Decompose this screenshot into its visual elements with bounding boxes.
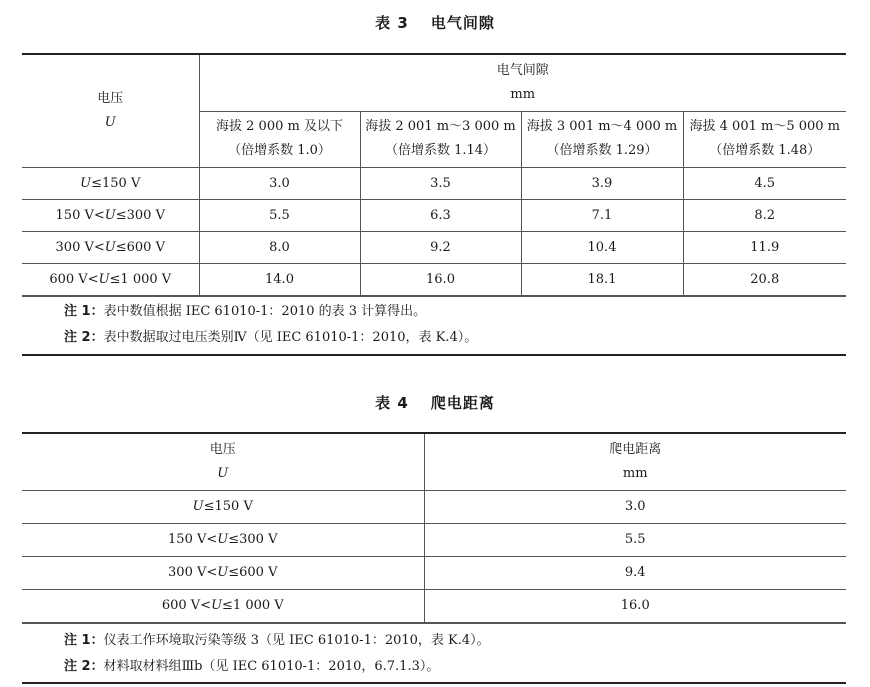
table3-col-header: 海拔 2 000 m 及以下 （倍增系数 1.0） [199, 111, 360, 167]
value-cell: 5.5 [199, 199, 360, 231]
table3-notes [22, 296, 846, 354]
table-row [22, 490, 846, 523]
value-cell: 16.0 [424, 589, 846, 622]
table3-col-header: 海拔 3 001 m～4 000 m （倍增系数 1.29） [521, 111, 683, 167]
table4-caption [0, 392, 870, 413]
value-cell: 11.9 [683, 231, 846, 263]
table3-number: 表 3 [375, 14, 409, 32]
table4-note-2: 注 2：材料取材料组Ⅲb（见 IEC 61010-1：2010，6.7.1.3）。 [64, 658, 440, 674]
table-row [22, 199, 846, 231]
table3-caption [0, 12, 870, 33]
value-cell: 3.0 [424, 490, 846, 523]
value-cell: 7.1 [521, 199, 683, 231]
value-cell: 6.3 [360, 199, 521, 231]
table3-group-header: 电气间隙 mm [199, 55, 846, 111]
voltage-range: U≤150 V [22, 490, 424, 523]
value-cell: 9.2 [360, 231, 521, 263]
value-cell: 16.0 [360, 263, 521, 295]
value-cell: 8.0 [199, 231, 360, 263]
voltage-range: 600 V<U≤1 000 V [22, 589, 424, 622]
value-cell: 14.0 [199, 263, 360, 295]
table3-col-header: 海拔 4 001 m～5 000 m （倍增系数 1.48） [683, 111, 846, 167]
value-cell: 4.5 [683, 167, 846, 199]
value-cell: 18.1 [521, 263, 683, 295]
voltage-range: 600 V<U≤1 000 V [22, 263, 199, 295]
table4-title: 爬电距离 [430, 394, 495, 412]
table3-note-1: 注 1：表中数值根据 IEC 61010-1：2010 的表 3 计算得出。 [64, 303, 427, 319]
voltage-range: 150 V<U≤300 V [22, 523, 424, 556]
voltage-range: 300 V<U≤600 V [22, 231, 199, 263]
value-cell: 8.2 [683, 199, 846, 231]
table-row [22, 263, 846, 295]
table4-number: 表 4 [375, 394, 409, 412]
table-row [22, 231, 846, 263]
voltage-symbol: U [104, 114, 116, 130]
table4-note-1: 注 1：仪表工作环境取污染等级 3（见 IEC 61010-1：2010，表 K.4）。 [64, 632, 490, 648]
table3 [22, 53, 846, 356]
table-row [22, 589, 846, 622]
table4 [22, 432, 846, 684]
table-row [22, 167, 846, 199]
voltage-range: 300 V<U≤600 V [22, 556, 424, 589]
table3-title: 电气间隙 [430, 14, 495, 32]
voltage-range: U≤150 V [22, 167, 199, 199]
value-cell: 3.0 [199, 167, 360, 199]
value-cell: 9.4 [424, 556, 846, 589]
value-cell: 5.5 [424, 523, 846, 556]
value-cell: 3.5 [360, 167, 521, 199]
table-row [22, 523, 846, 556]
value-cell: 10.4 [521, 231, 683, 263]
value-cell: 20.8 [683, 263, 846, 295]
table3-voltage-header: 电压 U [22, 55, 199, 167]
table4-value-header: 爬电距离 mm [424, 434, 846, 490]
table3-col-header: 海拔 2 001 m～3 000 m （倍增系数 1.14） [360, 111, 521, 167]
voltage-symbol: U [217, 465, 229, 481]
table-row [22, 556, 846, 589]
voltage-range: 150 V<U≤300 V [22, 199, 199, 231]
table4-voltage-header: 电压 U [22, 434, 424, 490]
table4-notes [22, 623, 846, 682]
table4-unit: mm [622, 465, 648, 481]
table3-note-2: 注 2：表中数据取过电压类别Ⅳ（见 IEC 61010-1：2010，表 K.4）。 [64, 329, 478, 345]
value-cell: 3.9 [521, 167, 683, 199]
table3-unit: mm [510, 86, 536, 102]
